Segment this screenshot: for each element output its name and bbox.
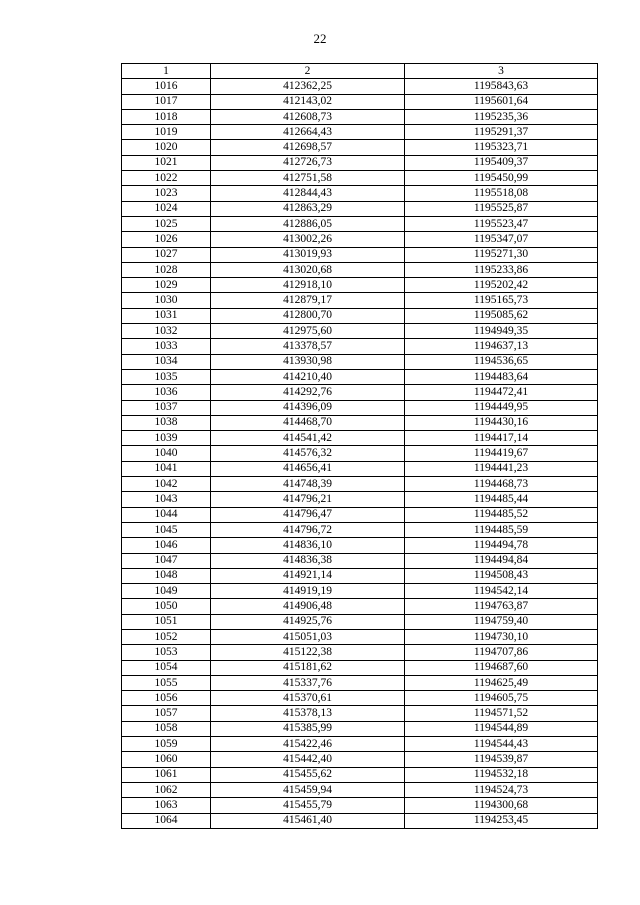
x-coordinate-cell: 415051,03: [211, 629, 405, 644]
x-coordinate-cell: 412664,43: [211, 125, 405, 140]
x-coordinate-cell: 412918,10: [211, 278, 405, 293]
table-row: [122, 79, 598, 94]
coordinates-table: [121, 63, 598, 829]
y-coordinate-cell: 1194472,41: [405, 385, 598, 400]
x-coordinate-cell: 414541,42: [211, 431, 405, 446]
y-coordinate-cell: 1195291,37: [405, 125, 598, 140]
table-row: [122, 691, 598, 706]
y-coordinate-cell: 1194544,89: [405, 721, 598, 736]
table-body: [122, 79, 598, 829]
table-row: [122, 232, 598, 247]
x-coordinate-cell: 412800,70: [211, 308, 405, 323]
point-number-cell: 1032: [122, 324, 211, 339]
point-number-cell: 1033: [122, 339, 211, 354]
x-coordinate-cell: 413020,68: [211, 262, 405, 277]
y-coordinate-cell: 1195347,07: [405, 232, 598, 247]
x-coordinate-cell: 414796,47: [211, 507, 405, 522]
table-row: [122, 324, 598, 339]
point-number-cell: 1020: [122, 140, 211, 155]
y-coordinate-cell: 1194730,10: [405, 629, 598, 644]
y-coordinate-cell: 1194949,35: [405, 324, 598, 339]
table-row: [122, 767, 598, 782]
y-coordinate-cell: 1195085,62: [405, 308, 598, 323]
x-coordinate-cell: 415370,61: [211, 691, 405, 706]
x-coordinate-cell: 412863,29: [211, 201, 405, 216]
x-coordinate-cell: 413378,57: [211, 339, 405, 354]
x-coordinate-cell: 414292,76: [211, 385, 405, 400]
x-coordinate-cell: 414925,76: [211, 614, 405, 629]
y-coordinate-cell: 1195525,87: [405, 201, 598, 216]
y-coordinate-cell: 1195409,37: [405, 155, 598, 170]
x-coordinate-cell: 415337,76: [211, 675, 405, 690]
y-coordinate-cell: 1194494,78: [405, 538, 598, 553]
point-number-cell: 1022: [122, 171, 211, 186]
x-coordinate-cell: 412886,05: [211, 216, 405, 231]
table-row: [122, 155, 598, 170]
x-coordinate-cell: 414906,48: [211, 599, 405, 614]
y-coordinate-cell: 1194485,59: [405, 522, 598, 537]
table-row: [122, 706, 598, 721]
y-coordinate-cell: 1194485,44: [405, 492, 598, 507]
table-row: [122, 461, 598, 476]
point-number-cell: 1035: [122, 369, 211, 384]
point-number-cell: 1057: [122, 706, 211, 721]
x-coordinate-cell: 414396,09: [211, 400, 405, 415]
y-coordinate-cell: 1194485,52: [405, 507, 598, 522]
x-coordinate-cell: 412143,02: [211, 94, 405, 109]
table-row: [122, 599, 598, 614]
page-number: 22: [313, 31, 327, 46]
y-coordinate-cell: 1194468,73: [405, 477, 598, 492]
point-number-cell: 1018: [122, 109, 211, 124]
y-coordinate-cell: 1194532,18: [405, 767, 598, 782]
y-coordinate-cell: 1194539,87: [405, 752, 598, 767]
y-coordinate-cell: 1195843,63: [405, 79, 598, 94]
point-number-cell: 1043: [122, 492, 211, 507]
point-number-cell: 1024: [122, 201, 211, 216]
y-coordinate-cell: 1194536,65: [405, 354, 598, 369]
point-number-cell: 1037: [122, 400, 211, 415]
table-row: [122, 507, 598, 522]
x-coordinate-cell: 412879,17: [211, 293, 405, 308]
y-coordinate-cell: 1194687,60: [405, 660, 598, 675]
table-row: [122, 584, 598, 599]
x-coordinate-cell: 415122,38: [211, 645, 405, 660]
point-number-cell: 1026: [122, 232, 211, 247]
point-number-cell: 1060: [122, 752, 211, 767]
point-number-cell: 1055: [122, 675, 211, 690]
table-row: [122, 216, 598, 231]
table-row: [122, 492, 598, 507]
y-coordinate-cell: 1194524,73: [405, 782, 598, 797]
table-row: [122, 477, 598, 492]
y-coordinate-cell: 1195323,71: [405, 140, 598, 155]
table-row: [122, 798, 598, 813]
table-header-row: [122, 64, 598, 79]
point-number-cell: 1034: [122, 354, 211, 369]
y-coordinate-cell: 1194707,86: [405, 645, 598, 660]
x-coordinate-cell: 415385,99: [211, 721, 405, 736]
y-coordinate-cell: 1194759,40: [405, 614, 598, 629]
point-number-cell: 1041: [122, 461, 211, 476]
y-coordinate-cell: 1194483,64: [405, 369, 598, 384]
point-number-cell: 1050: [122, 599, 211, 614]
point-number-cell: 1016: [122, 79, 211, 94]
y-coordinate-cell: 1194449,95: [405, 400, 598, 415]
x-coordinate-cell: 414919,19: [211, 584, 405, 599]
point-number-cell: 1058: [122, 721, 211, 736]
x-coordinate-cell: 415378,13: [211, 706, 405, 721]
table-row: [122, 737, 598, 752]
y-coordinate-cell: 1194430,16: [405, 415, 598, 430]
column-header-2: 2: [211, 64, 405, 79]
y-coordinate-cell: 1195523,47: [405, 216, 598, 231]
table-row: [122, 140, 598, 155]
point-number-cell: 1030: [122, 293, 211, 308]
y-coordinate-cell: 1195518,08: [405, 186, 598, 201]
y-coordinate-cell: 1194571,52: [405, 706, 598, 721]
y-coordinate-cell: 1194300,68: [405, 798, 598, 813]
point-number-cell: 1025: [122, 216, 211, 231]
y-coordinate-cell: 1194494,84: [405, 553, 598, 568]
column-header-1: 1: [122, 64, 211, 79]
y-coordinate-cell: 1195601,64: [405, 94, 598, 109]
point-number-cell: 1046: [122, 538, 211, 553]
point-number-cell: 1056: [122, 691, 211, 706]
x-coordinate-cell: 414836,10: [211, 538, 405, 553]
y-coordinate-cell: 1194605,75: [405, 691, 598, 706]
table-row: [122, 262, 598, 277]
point-number-cell: 1062: [122, 782, 211, 797]
x-coordinate-cell: 414836,38: [211, 553, 405, 568]
table-row: [122, 247, 598, 262]
x-coordinate-cell: 412844,43: [211, 186, 405, 201]
point-number-cell: 1029: [122, 278, 211, 293]
y-coordinate-cell: 1195450,99: [405, 171, 598, 186]
table-header: [122, 64, 598, 79]
x-coordinate-cell: 412362,25: [211, 79, 405, 94]
x-coordinate-cell: 414576,32: [211, 446, 405, 461]
table-row: [122, 675, 598, 690]
table-row: [122, 109, 598, 124]
point-number-cell: 1042: [122, 477, 211, 492]
x-coordinate-cell: 412975,60: [211, 324, 405, 339]
x-coordinate-cell: 414210,40: [211, 369, 405, 384]
x-coordinate-cell: 413019,93: [211, 247, 405, 262]
column-header-3: 3: [405, 64, 598, 79]
table-row: [122, 308, 598, 323]
table-row: [122, 446, 598, 461]
table-row: [122, 171, 598, 186]
table-row: [122, 94, 598, 109]
x-coordinate-cell: 412726,73: [211, 155, 405, 170]
table-row: [122, 721, 598, 736]
x-coordinate-cell: 414468,70: [211, 415, 405, 430]
table-row: [122, 385, 598, 400]
point-number-cell: 1044: [122, 507, 211, 522]
table-row: [122, 125, 598, 140]
x-coordinate-cell: 415422,46: [211, 737, 405, 752]
table-row: [122, 293, 598, 308]
x-coordinate-cell: 414748,39: [211, 477, 405, 492]
point-number-cell: 1038: [122, 415, 211, 430]
point-number-cell: 1054: [122, 660, 211, 675]
table-row: [122, 522, 598, 537]
y-coordinate-cell: 1195202,42: [405, 278, 598, 293]
point-number-cell: 1019: [122, 125, 211, 140]
point-number-cell: 1047: [122, 553, 211, 568]
x-coordinate-cell: 414796,21: [211, 492, 405, 507]
table-row: [122, 278, 598, 293]
point-number-cell: 1052: [122, 629, 211, 644]
y-coordinate-cell: 1194417,14: [405, 431, 598, 446]
x-coordinate-cell: 414796,72: [211, 522, 405, 537]
x-coordinate-cell: 415459,94: [211, 782, 405, 797]
y-coordinate-cell: 1194419,67: [405, 446, 598, 461]
table-row: [122, 614, 598, 629]
y-coordinate-cell: 1195271,30: [405, 247, 598, 262]
point-number-cell: 1045: [122, 522, 211, 537]
y-coordinate-cell: 1194637,13: [405, 339, 598, 354]
point-number-cell: 1064: [122, 813, 211, 828]
x-coordinate-cell: 412698,57: [211, 140, 405, 155]
point-number-cell: 1048: [122, 568, 211, 583]
table-row: [122, 553, 598, 568]
y-coordinate-cell: 1195233,86: [405, 262, 598, 277]
x-coordinate-cell: 412751,58: [211, 171, 405, 186]
point-number-cell: 1036: [122, 385, 211, 400]
x-coordinate-cell: 415455,62: [211, 767, 405, 782]
point-number-cell: 1040: [122, 446, 211, 461]
point-number-cell: 1017: [122, 94, 211, 109]
y-coordinate-cell: 1194253,45: [405, 813, 598, 828]
table-row: [122, 813, 598, 828]
point-number-cell: 1063: [122, 798, 211, 813]
y-coordinate-cell: 1194763,87: [405, 599, 598, 614]
table-row: [122, 629, 598, 644]
table-row: [122, 186, 598, 201]
x-coordinate-cell: 413930,98: [211, 354, 405, 369]
table-row: [122, 400, 598, 415]
table-row: [122, 339, 598, 354]
y-coordinate-cell: 1194508,43: [405, 568, 598, 583]
point-number-cell: 1023: [122, 186, 211, 201]
table-row: [122, 354, 598, 369]
x-coordinate-cell: 415442,40: [211, 752, 405, 767]
y-coordinate-cell: 1195165,73: [405, 293, 598, 308]
table-row: [122, 782, 598, 797]
point-number-cell: 1028: [122, 262, 211, 277]
point-number-cell: 1031: [122, 308, 211, 323]
table-row: [122, 538, 598, 553]
table-row: [122, 415, 598, 430]
point-number-cell: 1039: [122, 431, 211, 446]
table-row: [122, 752, 598, 767]
table-row: [122, 660, 598, 675]
x-coordinate-cell: 415181,62: [211, 660, 405, 675]
y-coordinate-cell: 1194542,14: [405, 584, 598, 599]
y-coordinate-cell: 1194544,43: [405, 737, 598, 752]
table-row: [122, 568, 598, 583]
y-coordinate-cell: 1194441,23: [405, 461, 598, 476]
point-number-cell: 1051: [122, 614, 211, 629]
table-row: [122, 645, 598, 660]
x-coordinate-cell: 413002,26: [211, 232, 405, 247]
table-row: [122, 201, 598, 216]
y-coordinate-cell: 1194625,49: [405, 675, 598, 690]
x-coordinate-cell: 415455,79: [211, 798, 405, 813]
x-coordinate-cell: 415461,40: [211, 813, 405, 828]
point-number-cell: 1059: [122, 737, 211, 752]
point-number-cell: 1053: [122, 645, 211, 660]
table-row: [122, 431, 598, 446]
x-coordinate-cell: 412608,73: [211, 109, 405, 124]
point-number-cell: 1061: [122, 767, 211, 782]
point-number-cell: 1021: [122, 155, 211, 170]
x-coordinate-cell: 414656,41: [211, 461, 405, 476]
point-number-cell: 1027: [122, 247, 211, 262]
y-coordinate-cell: 1195235,36: [405, 109, 598, 124]
point-number-cell: 1049: [122, 584, 211, 599]
table-row: [122, 369, 598, 384]
x-coordinate-cell: 414921,14: [211, 568, 405, 583]
